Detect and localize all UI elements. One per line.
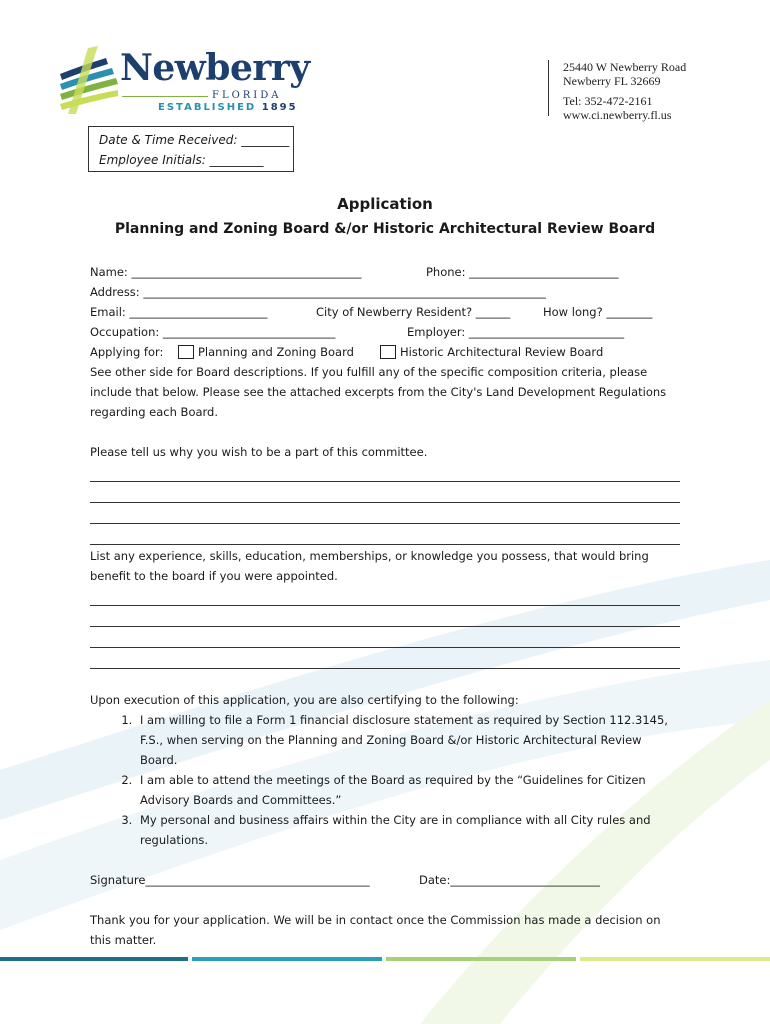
address-field[interactable]: Address: ______________________________________________________________________: [90, 285, 546, 299]
signature-date-field[interactable]: Date:__________________________: [419, 873, 600, 887]
website: www.ci.newberry.fl.us: [563, 108, 672, 122]
address-line1: 25440 W Newberry Road: [563, 60, 687, 74]
office-use-box: [88, 126, 294, 172]
occupation-row: [90, 322, 680, 342]
address-row: [90, 282, 680, 302]
historic-review-checkbox[interactable]: [380, 345, 396, 359]
certification-intro: Upon execution of this application, you are also certifying to the following:: [90, 693, 519, 707]
answer-line[interactable]: [90, 525, 680, 545]
logo-mark-icon: [58, 44, 120, 116]
established-label: ESTABLISHED: [158, 102, 257, 113]
experience-answer-lines[interactable]: [90, 586, 680, 669]
name-field[interactable]: Name: ________________________________________: [90, 265, 362, 279]
logo-rule: [122, 96, 208, 97]
certification-item: 3. My personal and business affairs within the City are in compliance with all City rules and regulations.: [136, 810, 680, 850]
email-field[interactable]: Email: ________________________: [90, 305, 268, 319]
address-line2: Newberry FL 32669: [563, 74, 661, 88]
planning-zoning-label: Planning and Zoning Board: [198, 345, 354, 359]
occupation-field[interactable]: Occupation: ______________________________: [90, 325, 336, 339]
certification-item: 2. I am able to attend the meetings of the Board as required by the “Guidelines for Citizen Advisory Boards and Committees.”: [136, 770, 680, 810]
how-long-field[interactable]: How long? ________: [543, 305, 653, 319]
telephone: Tel: 352-472-2161: [563, 94, 653, 108]
logo-state: FLORIDA: [212, 90, 282, 101]
board-note: See other side for Board descriptions. If you fulfill any of the specific composition criteria, please include that below. Please see the attached excerpts from the City's Land Development Regulations regarding each Board.: [90, 365, 667, 419]
name-phone-row: [90, 262, 680, 282]
date-time-received[interactable]: Date & Time Received: ________: [99, 133, 290, 147]
logo-wordmark: Newberry: [120, 47, 310, 89]
certification-item: 1. I am willing to file a Form 1 financial disclosure statement as required by Section 112.3145, F.S., when serving on the Planning and Zoning Board &/or Historic Architectural Review Board.: [136, 710, 680, 770]
newberry-logo: [58, 44, 314, 116]
answer-line[interactable]: [90, 504, 680, 524]
planning-zoning-option[interactable]: [178, 342, 354, 362]
footer-bar-lime: [580, 957, 770, 961]
employer-field[interactable]: Employer: ___________________________: [407, 325, 625, 339]
phone-field[interactable]: Phone: __________________________: [426, 265, 619, 279]
footer-bar-green: [386, 957, 576, 961]
planning-zoning-checkbox[interactable]: [178, 345, 194, 359]
logo-established: [158, 102, 298, 113]
applying-for-row: [90, 342, 680, 362]
footer-bar-teal: [192, 957, 382, 961]
application-form: [90, 262, 680, 950]
answer-line[interactable]: [90, 586, 680, 606]
why-answer-lines[interactable]: [90, 462, 680, 545]
email-row: [90, 302, 680, 322]
experience-prompt: List any experience, skills, education, memberships, or knowledge you possess, that would bring benefit to the board if you were appointed.: [90, 549, 649, 583]
answer-line[interactable]: [90, 462, 680, 482]
historic-review-label: Historic Architectural Review Board: [400, 345, 604, 359]
signature-row: [90, 870, 680, 890]
signature-field[interactable]: Signature_______________________________________: [90, 873, 370, 887]
closing-message: Thank you for your application. We will be in contact once the Commission has made a decision on this matter.: [90, 913, 661, 947]
certification-list: [90, 710, 680, 850]
resident-field[interactable]: City of Newberry Resident? ______: [316, 305, 511, 319]
why-prompt: Please tell us why you wish to be a part of this committee.: [90, 445, 428, 459]
established-year: 1895: [261, 102, 298, 113]
answer-line[interactable]: [90, 649, 680, 669]
answer-line[interactable]: [90, 628, 680, 648]
answer-line[interactable]: [90, 483, 680, 503]
applying-for-label: Applying for:: [90, 345, 164, 359]
footer-bar-navy: [0, 957, 188, 961]
employee-initials[interactable]: Employee Initials: _________: [99, 153, 264, 167]
historic-review-option[interactable]: [380, 342, 603, 362]
page-subtitle: Planning and Zoning Board &/or Historic Architectural Review Board: [114, 221, 656, 237]
page-title: Application: [337, 195, 433, 213]
answer-line[interactable]: [90, 607, 680, 627]
contact-info: [548, 60, 687, 122]
